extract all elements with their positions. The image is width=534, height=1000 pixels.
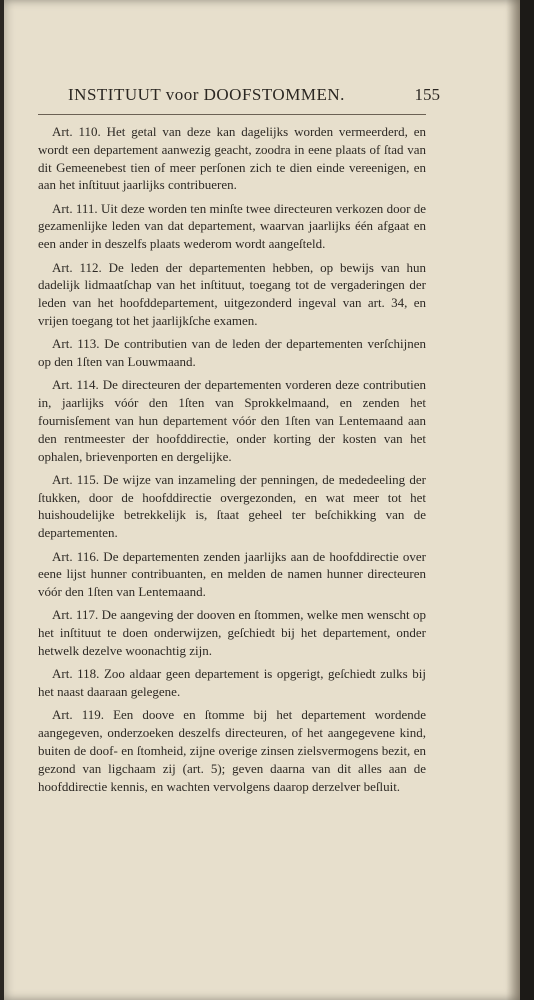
page-number: 155 (414, 85, 440, 104)
page-header (68, 85, 440, 109)
article-117: Art. 117. De aangeving der dooven en ſtommen, welke men wenscht op het inſtituut te doen onderwijzen, geſchiedt bij het departement, onder hetwelk dezelve woonachtig zijn. (38, 607, 426, 659)
header-rule (38, 114, 426, 115)
article-113: Art. 113. De contributien van de leden der departementen verſchijnen op den 1ſten van Louwmaand. (38, 336, 426, 370)
article-118: Art. 118. Zoo aldaar geen departement is opgerigt, geſchiedt zulks bij het naast daaraan gelegene. (38, 666, 426, 700)
article-116: Art. 116. De departementen zenden jaarlijks aan de hoofddirectie over eene lijst hunner contribuanten, en melden de namen hunner directeuren vóór den 1ſten van Lentemaand. (38, 548, 426, 600)
article-119: Art. 119. Een doove en ſtomme bij het departement wordende aangegeven, onderzoeken deszelfs directeuren, of het aangegevene kind, buiten de doof- en ſtomheid, zijne overige zinsen zielsvermogens bezit, en gezond van ligchaam zij (art. 5); geven daarna van dit alles aan de hoofddirectie kennis, en wachten vervolgens daarop derzelver beſluit. (38, 707, 426, 794)
page-body (38, 123, 426, 801)
article-112: Art. 112. De leden der departementen hebben, op bewijs van hun dadelijk lidmaatſchap van het inſtituut, toegang tot de vergaderingen der leden van het hoofddepartement, uitgezonderd ingeval van art. 34, en vrijen toegang tot het jaarlijkſche examen. (38, 259, 426, 328)
book-page (4, 0, 520, 1000)
article-110: Art. 110. Het getal van deze kan dagelijks worden vermeerderd, en wordt een departement aanwezig geacht, zoodra in eene plaats of ſtad van dit Gemeenebest tien of meer perſonen zich te dien einde vereenigen, en aan het inſtituut jaarlijks contribueren. (38, 124, 426, 193)
article-111: Art. 111. Uit deze worden ten minſte twee directeuren verkozen door de gezamenlijke leden van dat departement, waarvan jaarlijks één afgaat en een ander in deszelfs plaats wederom wordt aangeſteld. (38, 200, 426, 252)
running-title: INSTITUUT voor DOOFSTOMMEN. (68, 85, 345, 104)
book-edge (520, 0, 534, 1000)
article-115: Art. 115. De wijze van inzameling der penningen, de mededeeling der ſtukken, door de hoofddirectie overgezonden, en wat meer tot het huishoudelijke betrekkelijk is, ſtaat geheel ter beſchikking van de departementen. (38, 471, 426, 541)
article-114: Art. 114. De directeuren der departementen vorderen deze contributien in, jaarlijks vóór den 1ſten van Sprokkelmaand, en zenden het fournisſement van hun departement vóór den 1ſten van Lentemaand aan den rentmeester der hoofddirectie, onder korting der kosten van het ophalen, brievenporten en dergelijke. (38, 377, 426, 464)
